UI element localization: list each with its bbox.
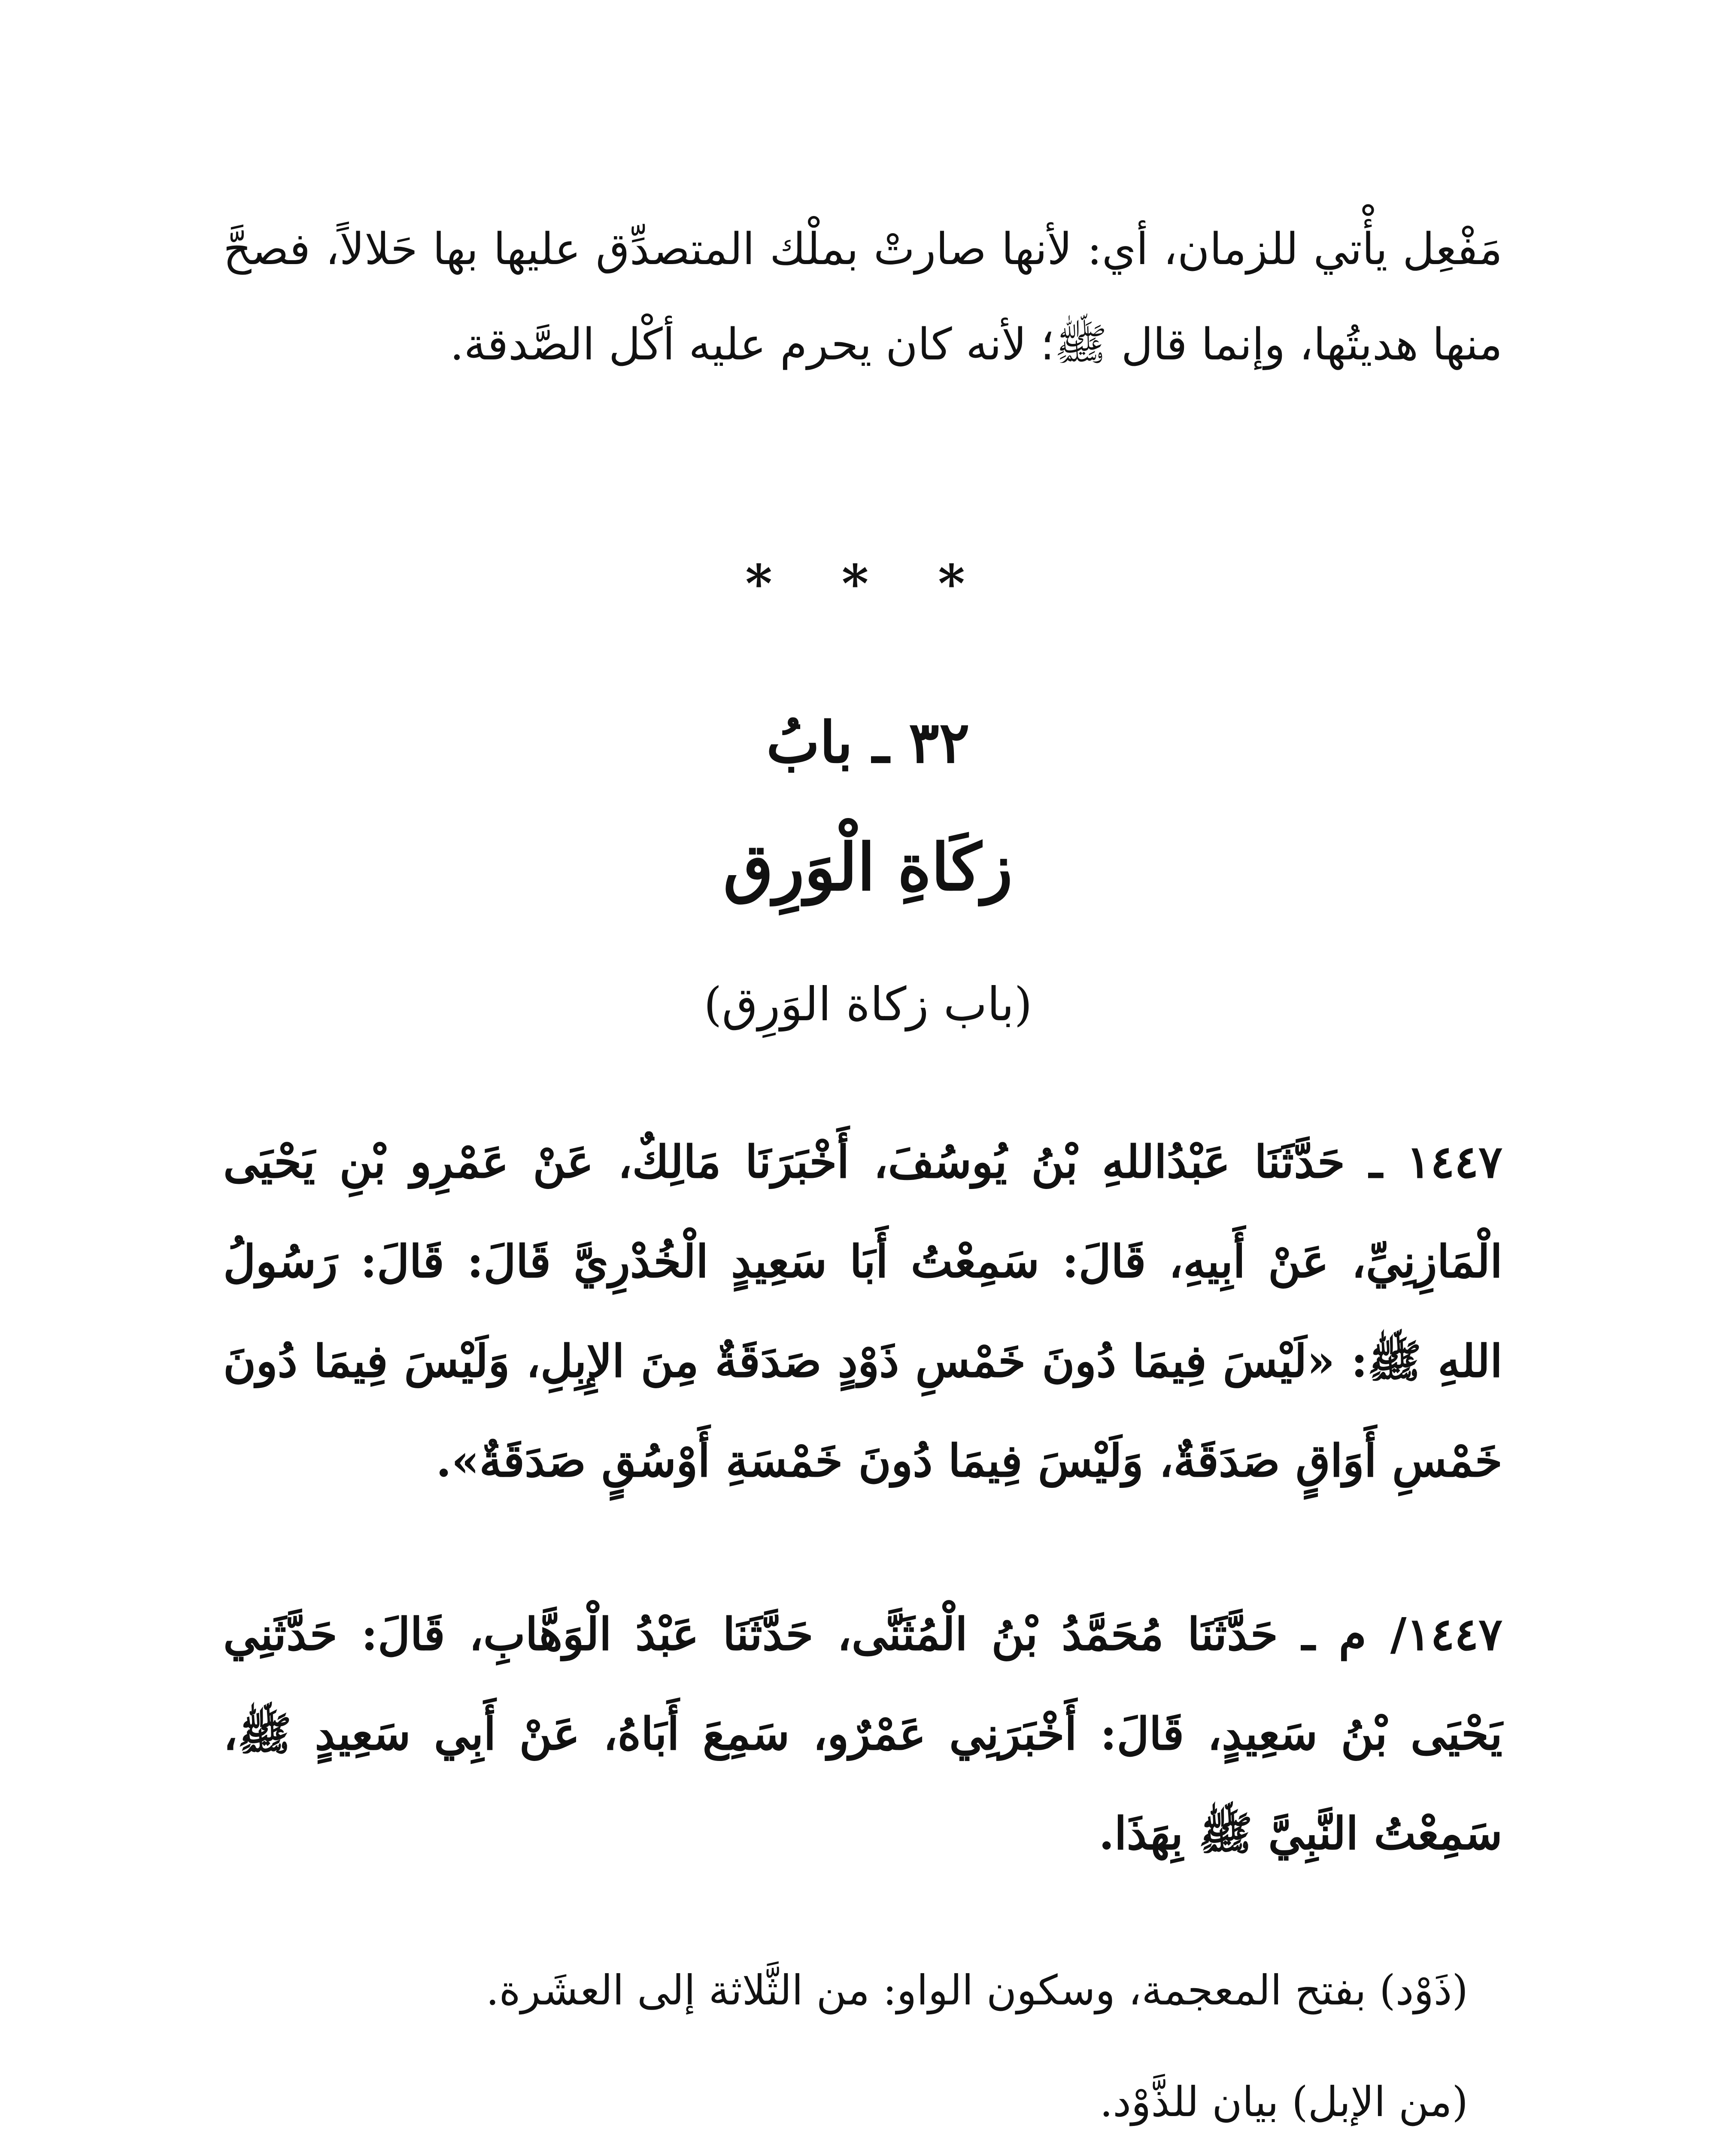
section-separator: * * * — [745, 553, 991, 614]
hadith-1447 — [223, 1112, 1502, 1511]
hadith-text: حَدَّثَنَا عَبْدُاللهِ بْنُ يُوسُفَ، أَخْبَرَنَا مَالِكٌ، عَنْ عَمْرِو بْنِ يَحْيَى الْمَازِنِيِّ، عَنْ أَبِيهِ، قَالَ: سَمِعْتُ أَبَا سَعِيدٍ الْخُدْرِيَّ قَالَ: قَالَ: رَسُولُ اللهِ ﷺ: «لَيْسَ فِيمَا دُونَ خَمْسِ ذَوْدٍ صَدَقَةٌ مِنَ الإِبِلِ، وَلَيْسَ فِيمَا دُونَ خَمْسِ أَوَاقٍ صَدَقَةٌ، وَلَيْسَ فِيمَا دُونَ خَمْسَةِ أَوْسُقٍ صَدَقَةٌ». — [223, 1135, 1502, 1487]
hadith-number: ١٤٤٧/ م ـ — [1302, 1608, 1503, 1660]
hadith-1447-m — [223, 1584, 1502, 1883]
chapter-number: ٣٢ ـ بابُ — [766, 709, 970, 776]
intro-paragraph: مَفْعِل يأْتي للزمان، أي: لأنها صارتْ بملْك المتصدِّق عليها بها حَلالاً، فصحَّ منها هديتُها، وإنما قال ﷺ؛ لأنه كان يحرم عليه أكْل الصَّدقة. — [223, 224, 1502, 370]
hadith-text: حَدَّثَنَا مُحَمَّدُ بْنُ الْمُثَنَّى، حَدَّثَنَا عَبْدُ الْوَهَّابِ، قَالَ: حَدَّثَنِي يَحْيَى بْنُ سَعِيدٍ، قَالَ: أَخْبَرَنِي عَمْرٌو، سَمِعَ أَبَاهُ، عَنْ أَبِي سَعِيدٍ ﷺ، سَمِعْتُ النَّبِيَّ ﷺ بِهَذَا. — [223, 1608, 1502, 1860]
chapter-subtitle: (باب زكاة الوَرِق) — [704, 978, 1032, 1031]
chapter-title: زكَاةِ الْوَرِق — [723, 830, 1013, 905]
hadith-number: ١٤٤٧ ـ — [1369, 1135, 1502, 1188]
note-min-al-ibil: (من الإبل) بيان للذَّوْد. — [1099, 2078, 1468, 2126]
note-dhawd: (ذَوْد) بفتح المعجمة، وسكون الواو: من الثَّلاثة إلى العشَرة. — [486, 1966, 1468, 2014]
